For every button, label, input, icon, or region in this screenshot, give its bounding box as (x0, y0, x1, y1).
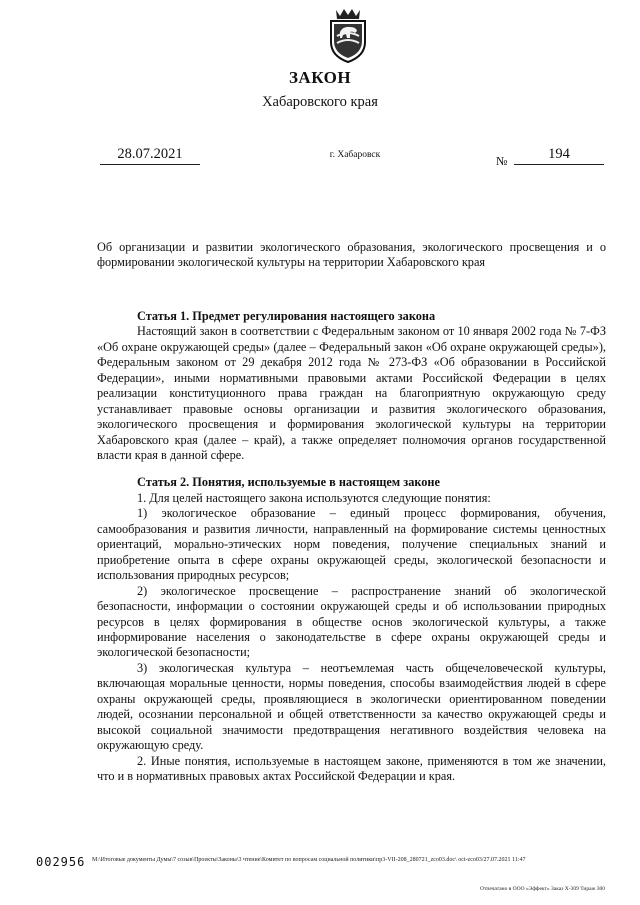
article-2-paragraph: 2) экологическое просвещение – распространение знаний об экологической безопасности, информации о состоянии окружающей среды и об использовании природных ресурсов в целях формирования в обществе основ экологической культуры, а также информирование населения о законодательстве в сфере охраны окружающей среды и экологической безопасности; (97, 583, 606, 660)
file-path-note: M:\Итоговые документы Думы\7 созыв\Проекты\Законы\3 чтение\Комитет по вопросам социальной политики\пр3-VII-208_280721_zco03.doc\ oct-zco03/27.07.2021 11:47 (92, 857, 526, 863)
region-subtitle: Хабаровского края (262, 94, 378, 110)
law-body (97, 240, 606, 785)
article-1-heading: Статья 1. Предмет регулирования настоящего закона (137, 308, 436, 323)
article-2-heading: Статья 2. Понятия, используемые в настоящем законе (137, 475, 440, 490)
city-label: г. Хабаровск (329, 150, 381, 160)
article-2-paragraph: 2. Иные понятия, используемые в настоящем законе, применяются в том же значении, что и в нормативных правовых актах Российской Федерации и края. (97, 753, 606, 784)
document-code: 002956 (36, 855, 86, 869)
article-2-paragraph: 3) экологическая культура – неотъемлемая часть общечеловеческой культуры, включающая моральные ценности, нормы поведения, способы взаимодействия людей в сфере охраны окружающей среды, проявляющиеся в экологически ориентированном поведении людей, осознании персональной и общей ответственности за качество окружающей среды и высокой социальной значимости предотвращения негативного воздействия человека на окружающую среду. (97, 660, 606, 753)
article-2-paragraph: 1) экологическое образование – единый процесс формирования, обучения, самообразования и развития личности, направленный на формирование системы ценностных ориентаций, морально-этических норм поведения, получение специальных знаний и приобретение опыта в сфере охраны окружающей среды, экологической безопасности и использования природных ресурсов; (97, 506, 606, 583)
print-note: Отпечатано в ООО «Эффект» Заказ Х-309 Тираж 300 (480, 886, 605, 892)
number-sign: № (496, 154, 508, 168)
law-number: 194 (514, 146, 604, 165)
article-2-paragraph: 1. Для целей настоящего закона используются следующие понятия: (137, 490, 491, 505)
enactment-date: 28.07.2021 (100, 146, 200, 165)
document-type-heading: ЗАКОН (288, 68, 352, 87)
law-title: Об организации и развитии экологического образования, экологического просвещения и о формировании экологической культуры на территории Хабаровского края (97, 240, 606, 270)
article-1-text: Настоящий закон в соответствии с Федеральным законом от 10 января 2002 года № 7-ФЗ «Об охране окружающей среды» (далее – Федеральный закон «Об охране окружающей среды»), Федеральным законом от 29 декабря 2012 года № 273-ФЗ «Об образовании в Российской Федерации», иными нормативными правовыми актами Российской Федерации в целях реализации конституционного права граждан на благоприятную окружающую среду устанавливает правовые основы организации и развития экологического образования, экологического просвещения и формирования экологической культуры на территории Хабаровского края (далее – край), а также определяет полномочия органов государственной власти края в данной сфере. (97, 324, 606, 462)
coat-of-arms-icon (323, 6, 373, 64)
